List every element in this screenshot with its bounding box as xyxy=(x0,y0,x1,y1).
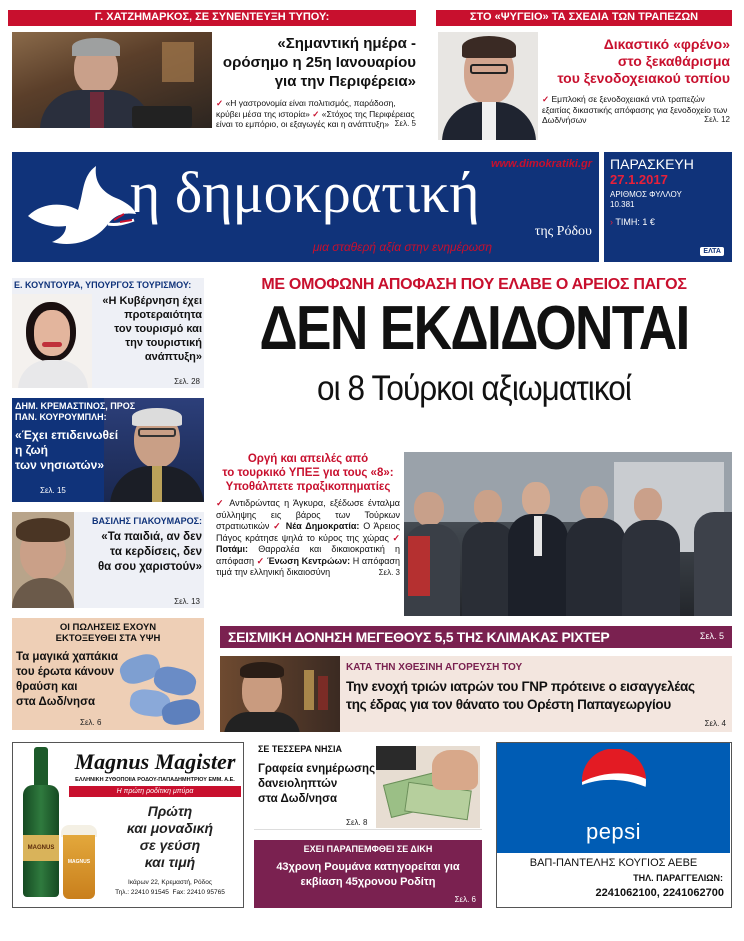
top-left-bullets: ✓ «Η γαστρονομία είναι πολιτισμός, παράδοση, κρύβει μέσα της ιστορία» ✓ «Στόχος της Περιφέρειας είναι το εμπόριο, οι εξαγωγές και η ανάπτυξη» Σελ. 5 xyxy=(216,98,416,129)
check-icon: ✓ xyxy=(312,108,320,119)
top-right-bullets: ✓ Εμπλοκή σε ξενοδοχειακά ντιλ τραπεζών εξαιτίας δικαστικής απόφασης για ξενοδοχείο των Δωδ/νήσων Σελ. 12 xyxy=(542,94,730,125)
beer-bottle-image: MAGNUS xyxy=(19,747,63,897)
check-icon: ✓ xyxy=(216,98,224,108)
giakoumaros-page-ref: Σελ. 13 xyxy=(174,597,200,606)
magnus-contacts: Τηλ.: 22410 91545 Fax: 22410 95765 xyxy=(115,889,225,896)
masthead-slogan: μια σταθερή αξία στην ενημέρωση xyxy=(312,240,492,254)
pepsi-ad[interactable] xyxy=(496,742,732,908)
islands-teaser[interactable] xyxy=(254,742,482,830)
seismic-page-ref: Σελ. 5 xyxy=(699,631,724,641)
kountoura-teaser[interactable] xyxy=(12,278,204,388)
magnus-address: Ικάρων 22, Κρεμαστή, Ρόδος xyxy=(128,879,212,886)
giakoumaros-teaser[interactable] xyxy=(12,512,204,608)
islands-kicker: ΣΕ ΤΕΣΣΕΡΑ ΝΗΣΙΑ xyxy=(258,744,342,754)
top-left-headline: «Σημαντική ημέρα - ορόσημο η 25η Ιανουαρίου για την Περιφέρεια» xyxy=(222,35,416,90)
top-right-teaser[interactable] xyxy=(436,10,732,145)
pepsi-phones: 2241062100, 2241062700 xyxy=(595,887,724,899)
pepsi-company: ΒΑΠ-ΠΑΝΤΕΛΗΣ ΚΟΥΓΙΟΣ ΑΕΒΕ xyxy=(529,857,698,869)
hatzimarkos-photo xyxy=(12,32,212,128)
kremastinos-kicker: ΔΗΜ. ΚΡΕΜΑΣΤΙΝΟΣ, ΠΡΟΣ ΠΑΝ. ΚΟΥΡΟΥΜΠΛΗ: xyxy=(15,401,136,422)
main-story[interactable] xyxy=(216,276,732,616)
man-with-glasses-photo xyxy=(438,32,538,140)
top-left-kicker: Γ. ΧΑΤΖΗΜΑΡΚΟΣ, ΣΕ ΣΥΝΕΝΤΕΥΞΗ ΤΥΠΟΥ: xyxy=(8,10,416,26)
pills-teaser[interactable] xyxy=(12,618,204,730)
trial-page-ref: Σελ. 4 xyxy=(704,719,726,728)
banknotes-photo xyxy=(376,746,480,828)
pills-headline: Τα μαγικά χαπάκια του έρωτα κάνουν θραύση και στα Δωδ/νησα xyxy=(16,651,118,708)
kountoura-page-ref: Σελ. 28 xyxy=(174,377,200,386)
top-left-teaser[interactable] xyxy=(8,10,416,145)
islands-page-ref: Σελ. 8 xyxy=(346,818,368,827)
pills-page-ref: Σελ. 6 xyxy=(80,718,102,727)
court-headline: 43χρονη Ρουμάνα κατηγορείται για εκβίαση 45χρονου Ροδίτη xyxy=(276,861,460,888)
court-kicker: ΕΧΕΙ ΠΑΡΑΠΕΜΦΘΕΙ ΣΕ ΔΙΚΗ xyxy=(303,844,433,854)
dove-logo-icon xyxy=(22,162,140,254)
masthead-website[interactable]: www.dimokratiki.gr xyxy=(490,158,592,170)
seismic-banner[interactable] xyxy=(220,626,732,648)
giakoumaros-kicker: ΒΑΣΙΛΗΣ ΓΙΑΚΟΥΜΑΡΟΣ: xyxy=(92,516,202,526)
giakoumaros-quote: «Τα παιδιά, αν δεν τα κερδίσεις, δεν θα σου χαριστούν» xyxy=(97,531,202,573)
check-icon: ✓ xyxy=(392,532,400,543)
check-icon: ✓ xyxy=(216,498,226,508)
trial-teaser[interactable] xyxy=(220,656,732,732)
top-right-headline: Δικαστικό «φρένο» στο ξεκαθάρισμα του ξενοδοχειακού τοπίου xyxy=(557,36,730,86)
giakoumaros-photo xyxy=(12,512,74,608)
court-teaser[interactable] xyxy=(254,840,482,908)
masthead-title: η δημοκρατική xyxy=(130,160,480,225)
magnus-slogan: Πρώτη και μοναδική σε γεύση και τιμή xyxy=(126,803,214,870)
elta-logo: ΕΛΤΑ xyxy=(700,247,724,256)
kremastinos-quote: «Έχει επιδεινωθεί η ζωή των νησιωτών» xyxy=(15,428,119,472)
main-deck: Οργή και απειλές από το τουρκικό ΥΠΕΞ για τους «8»: Υποθάλπετε πραξικοπηματίες xyxy=(222,453,394,493)
main-kicker: ΜΕ ΟΜΟΦΩΝΗ ΑΠΟΦΑΣΗ ΠΟΥ ΕΛΑΒΕ Ο ΑΡΕΙΟΣ ΠΑΓΟΣ xyxy=(261,276,687,293)
edition-day: ΠΑΡΑΣΚΕΥΗ xyxy=(610,156,694,172)
islands-headline: Γραφεία ενημέρωσης δανειοληπτών στα Δωδ/νησα xyxy=(258,763,376,805)
beer-glass-image: MAGNUS xyxy=(59,825,99,899)
main-subheadline: οι 8 Τούρκοι αξιωματικοί xyxy=(316,369,632,408)
masthead xyxy=(12,152,599,262)
pepsi-globe-icon xyxy=(581,749,647,815)
issue-label: ΑΡΙΘΜΟΣ ΦΥΛΛΟΥ xyxy=(610,190,682,199)
main-bullets: ✓ Αντιδρώντας η Άγκυρα, εξέδωσε ένταλμα σύλληψης εις βάρος των Τούρκων στρατιωτικών ✓ Νέα Δημοκρατία: Ο Άρειος Πάγος κράτησε ψηλά το κύρος της χώρας ✓ Ποτάμι: Θαρραλέα και δικαιοκρατική η απόφαση ✓ Ένωση Κεντρώων: Η απόφαση τιμά την ελληνική δικαιοσύνη Σελ. 3 xyxy=(216,498,400,577)
kountoura-kicker: Ε. ΚΟΥΝΤΟΥΡΑ, ΥΠΟΥΡΓΟΣ ΤΟΥΡΙΣΜΟΥ: xyxy=(14,280,192,290)
seismic-text: ΣΕΙΣΜΙΚΗ ΔΟΝΗΣΗ ΜΕΓΕΘΟΥΣ 5,5 ΤΗΣ ΚΛΙΜΑΚΑΣ ΡΙΧΤΕΡ xyxy=(228,629,610,645)
check-icon: ✓ xyxy=(256,555,265,566)
magnus-tagline: Η πρώτη ροδίτικη μπύρα xyxy=(69,786,241,797)
price: › ΤΙΜΗ: 1 € xyxy=(610,217,655,227)
main-headline: ΔΕΝ ΕΚΔΙΔΟΝΤΑΙ xyxy=(259,294,689,363)
trial-kicker: ΚΑΤΑ ΤΗΝ ΧΘΕΣΙΝΗ ΑΓΟΡΕΥΣΗ ΤΟΥ xyxy=(346,662,523,673)
pepsi-orders-label: ΤΗΛ. ΠΑΡΑΓΓΕΛΙΩΝ: xyxy=(633,873,723,883)
kountoura-quote: «Η Κυβέρνηση έχει προτεραιότητα τον τουρισμό και την τουριστική ανάπτυξη» xyxy=(102,295,202,363)
edition-box xyxy=(604,152,732,262)
check-icon: ✓ xyxy=(273,521,282,531)
pills-kicker: ΟΙ ΠΩΛΗΣΕΙΣ ΕΧΟΥΝ ΕΚΤΟΞΕΥΘΕΙ ΣΤΑ ΥΨΗ xyxy=(55,622,161,644)
magnus-brand: Magnus Magister xyxy=(74,749,236,774)
kountoura-photo xyxy=(12,294,92,388)
kremastinos-teaser[interactable] xyxy=(12,398,204,502)
kremastinos-page-ref: Σελ. 15 xyxy=(40,486,66,495)
turkish-officers-photo xyxy=(404,452,732,616)
court-page-ref: Σελ. 6 xyxy=(454,895,476,904)
magnus-company: ΕΛΛΗΝΙΚΗ ΖΥΘΟΠΟΙΙΑ ΡΟΔΟΥ-ΠΑΠΑΔΗΜΗΤΡΙΟΥ ΕΜΜ. Α.Ε. xyxy=(75,777,235,783)
check-icon: ✓ xyxy=(542,94,550,104)
edition-date: 27.1.2017 xyxy=(610,172,668,187)
young-man-photo xyxy=(220,656,340,732)
top-right-kicker: ΣΤΟ «ΨΥΓΕΙΟ» ΤΑ ΣΧΕΔΙΑ ΤΩΝ ΤΡΑΠΕΖΩΝ xyxy=(436,10,732,26)
issue-number: 10.381 xyxy=(610,200,635,209)
magnus-ad[interactable] xyxy=(12,742,244,908)
masthead-subtitle: της Ρόδου xyxy=(534,224,592,239)
trial-headline: Την ενοχή τριών ιατρών του ΓΝΡ πρότεινε ο εισαγγελέας της έδρας για τον θάνατο του Ορέστη Παπαγεωργίου xyxy=(346,679,695,712)
pepsi-brand: pepsi xyxy=(585,819,642,844)
